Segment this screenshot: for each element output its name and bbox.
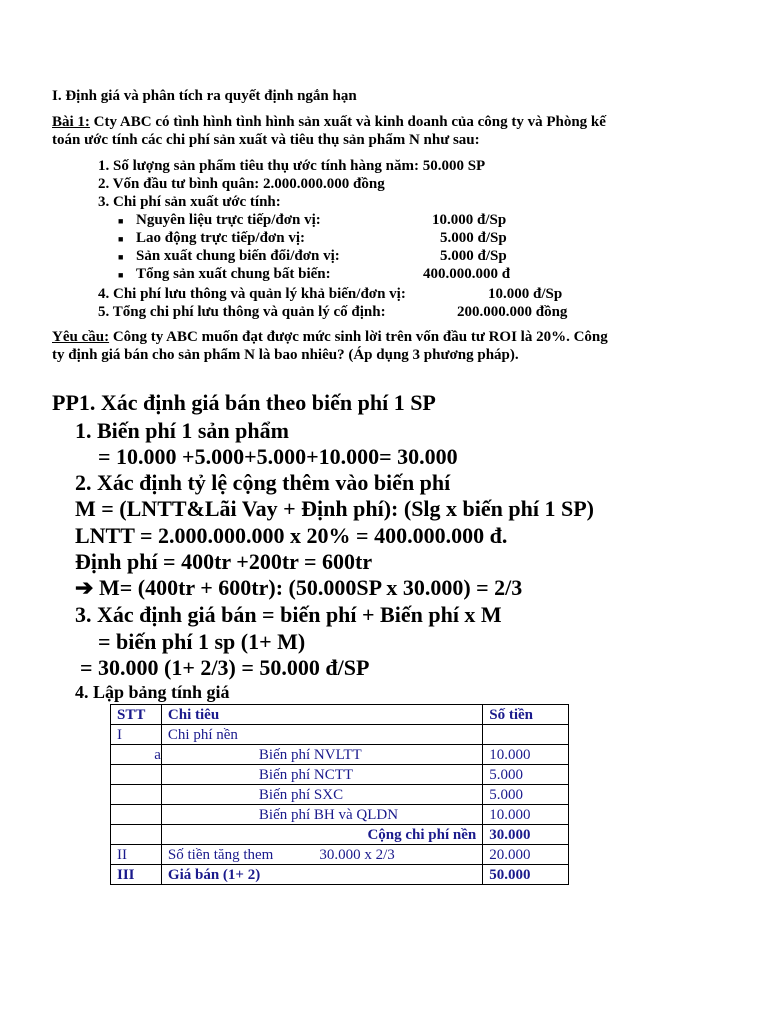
bullet-1-label: Nguyên liệu trực tiếp/đơn vị: (136, 212, 321, 228)
subtotal-label-cell: Cộng chi phí nền (161, 825, 482, 845)
stt-cell: III (111, 865, 162, 885)
bullet-1 (118, 212, 321, 229)
bullet-2-value: 5.000 đ/Sp (440, 230, 507, 246)
m-result (75, 575, 522, 601)
lntt-calc: LNTT = 2.000.000.000 x 20% = 400.000.000 đ. (75, 523, 508, 548)
table-row (111, 825, 569, 845)
item-5-value: 200.000.000 đồng (457, 304, 568, 320)
bullet-3-value: 5.000 đ/Sp (440, 248, 507, 264)
subtotal-amount-cell: 30.000 (483, 825, 569, 845)
stt-cell: I (111, 725, 162, 745)
total-label-cell: Giá bán (1+ 2) (161, 865, 482, 885)
requirement-line-1 (52, 329, 608, 346)
table-row (111, 845, 569, 865)
bullet-square-icon: ■ (118, 252, 124, 262)
bullet-2-label: Lao động trực tiếp/đơn vị: (136, 230, 305, 246)
item-cell: Biến phí SXC (161, 785, 482, 805)
bullet-1-value: 10.000 đ/Sp (432, 212, 507, 228)
table-row (111, 805, 569, 825)
dinh-phi-calc: Định phí = 400tr +200tr = 600tr (75, 549, 373, 574)
amount-cell: 10.000 (483, 745, 569, 765)
pp1-title: PP1. Xác định giá bán theo biến phí 1 SP (52, 390, 436, 415)
table-header-row (111, 705, 569, 725)
stt-cell: II (111, 845, 162, 865)
stt-cell (111, 765, 162, 785)
total-amount-cell: 50.000 (483, 865, 569, 885)
item-label: Số tiền tăng them (167, 846, 274, 863)
amount-cell: 5.000 (483, 765, 569, 785)
bullet-3-label: Sản xuất chung biến đổi/đơn vị: (136, 248, 340, 264)
item-4: 4. Chi phí lưu thông và quản lý khả biến/đơn vị: (98, 286, 406, 302)
bullet-square-icon: ■ (118, 216, 124, 226)
exercise-text-1: Cty ABC có tình hình tình hình sản xuất và kinh doanh của công ty và Phòng kế (89, 114, 606, 130)
item-cell: Biến phí NVLTT (161, 745, 482, 765)
bullet-4-value: 400.000.000 đ (423, 266, 511, 282)
pp1-step-2: 2. Xác định tỷ lệ cộng thêm vào biến phí (75, 470, 451, 495)
table-row (111, 865, 569, 885)
header-amount: Số tiền (483, 705, 569, 725)
bullet-square-icon: ■ (118, 270, 124, 280)
item-4-value: 10.000 đ/Sp (488, 286, 563, 302)
bullet-4 (118, 266, 331, 283)
section-heading: I. Định giá và phân tích ra quyết định ngắn hạn (52, 88, 357, 104)
item-5: 5. Tổng chi phí lưu thông và quản lý cố định: (98, 304, 386, 320)
bullet-2 (118, 230, 305, 247)
table-row (111, 785, 569, 805)
pp1-step-3: 3. Xác định giá bán = biến phí + Biến phí x M (75, 602, 502, 627)
requirement-line-2: ty định giá bán cho sản phẩm N là bao nhiêu? (Áp dụng 3 phương pháp). (52, 347, 519, 363)
item-note: 30.000 x 2/3 (319, 846, 395, 863)
stt-cell (111, 785, 162, 805)
bullet-3 (118, 248, 340, 265)
pp1-step-3-line-3: = 30.000 (1+ 2/3) = 50.000 đ/SP (80, 655, 370, 680)
amount-cell: 5.000 (483, 785, 569, 805)
arrow-right-icon: ➔ (75, 575, 94, 600)
header-item: Chi tiêu (161, 705, 482, 725)
exercise-line-1 (52, 114, 606, 131)
item-3: 3. Chi phí sản xuất ước tính: (98, 194, 281, 210)
table-row (111, 765, 569, 785)
m-formula: M = (LNTT&Lãi Vay + Định phí): (Slg x biến phí 1 SP) (75, 496, 594, 521)
price-table (110, 704, 569, 885)
table-row (111, 745, 569, 765)
amount-cell: 10.000 (483, 805, 569, 825)
item-cell: Chi phí nền (161, 725, 482, 745)
requirement-text-1: Công ty ABC muốn đạt được mức sinh lời trên vốn đầu tư ROI là 20%. Công (109, 329, 608, 345)
item-cell: Biến phí BH và QLDN (161, 805, 482, 825)
stt-cell (111, 825, 162, 845)
m-result-text: M= (400tr + 600tr): (50.000SP x 30.000) = 2/3 (93, 575, 523, 600)
pp1-step-3-line-2: = biến phí 1 sp (1+ M) (98, 629, 306, 654)
pp1-step-1: 1. Biến phí 1 sản phẩm (75, 418, 289, 443)
header-stt: STT (111, 705, 162, 725)
sub-marker-cell: a (111, 745, 162, 765)
exercise-label: Bài 1: (52, 114, 90, 130)
amount-cell (483, 725, 569, 745)
requirement-label: Yêu cầu: (52, 329, 110, 345)
amount-cell: 20.000 (483, 845, 569, 865)
item-1: 1. Số lượng sản phẩm tiêu thụ ước tính hàng năm: 50.000 SP (98, 158, 486, 174)
item-cell (161, 845, 482, 865)
pp1-step-4: 4. Lập bảng tính giá (75, 682, 230, 702)
bullet-4-label: Tổng sản xuất chung bất biến: (136, 266, 331, 282)
item-2: 2. Vốn đầu tư bình quân: 2.000.000.000 đồng (98, 176, 385, 192)
table-row (111, 725, 569, 745)
pp1-step-1-calc: = 10.000 +5.000+5.000+10.000= 30.000 (98, 444, 458, 469)
bullet-square-icon: ■ (118, 234, 124, 244)
item-cell: Biến phí NCTT (161, 765, 482, 785)
exercise-line-2: toán ước tính các chi phí sản xuất và tiêu thụ sản phẩm N như sau: (52, 132, 480, 148)
stt-cell (111, 805, 162, 825)
